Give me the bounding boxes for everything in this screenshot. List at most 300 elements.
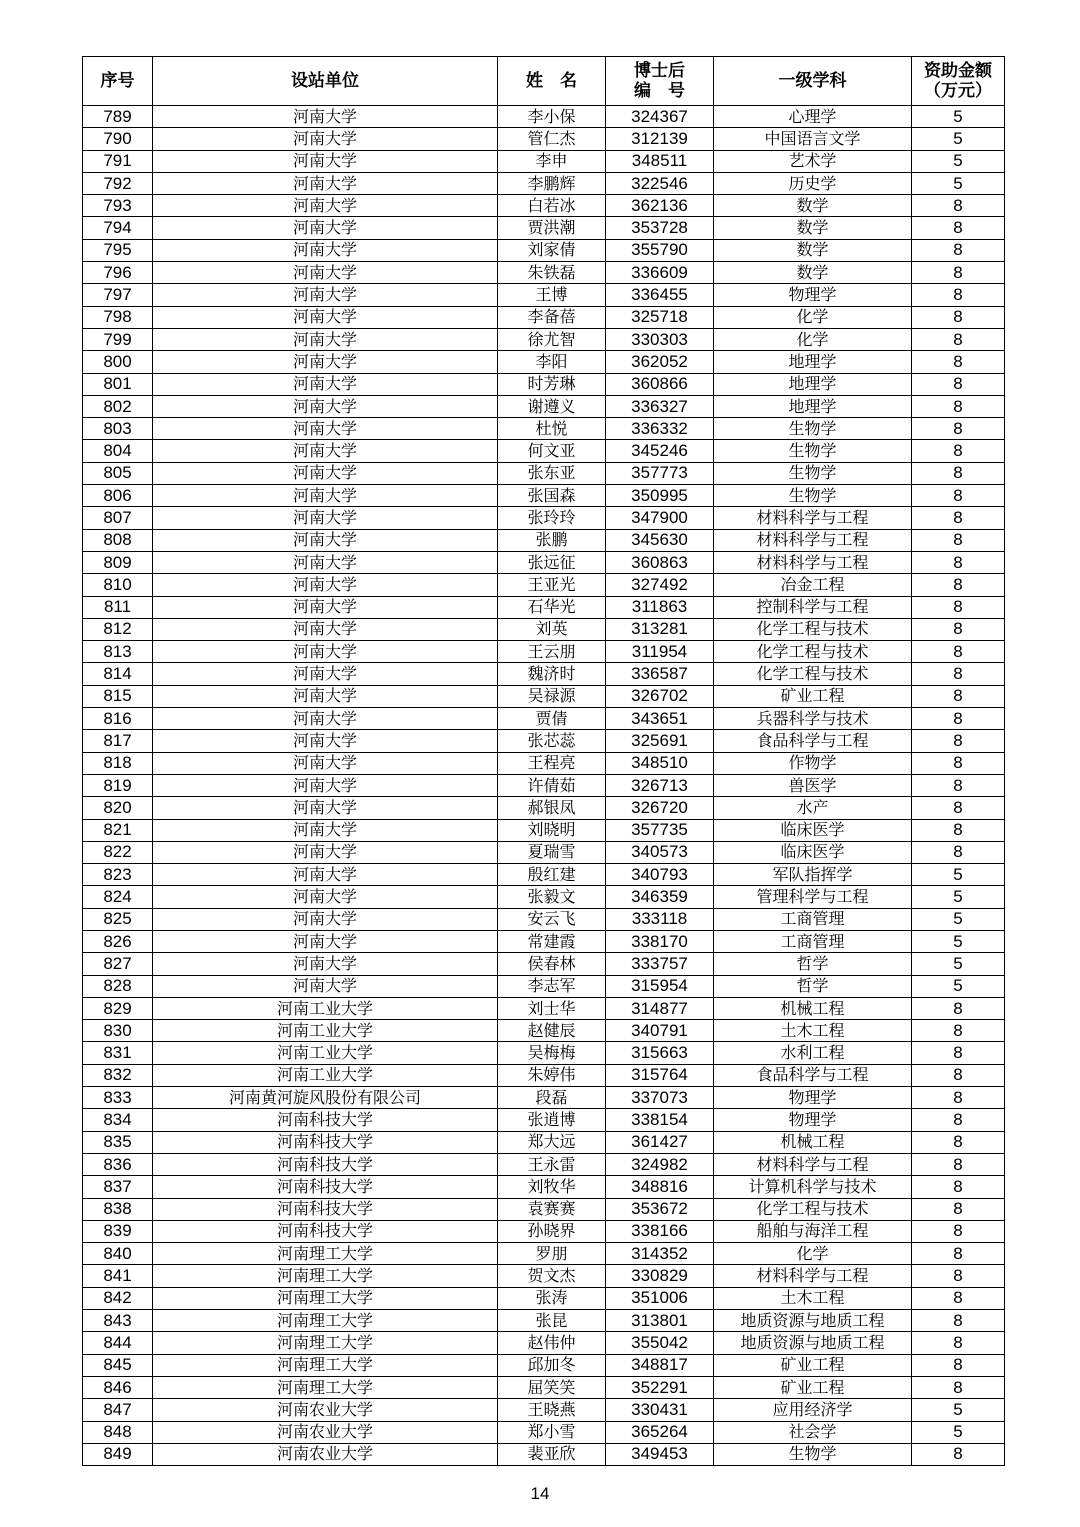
cell-unit: 河南大学 [153,395,498,417]
cell-id: 347900 [606,507,714,529]
table-row [83,1265,1005,1287]
cell-name: 石华光 [498,596,606,618]
table-row [83,1087,1005,1109]
cell-name: 许倩茹 [498,774,606,796]
cell-seq: 847 [83,1399,153,1421]
header-amount-line2: （万元） [924,81,992,101]
cell-seq: 797 [83,284,153,306]
table-row [83,551,1005,573]
cell-unit: 河南大学 [153,284,498,306]
cell-unit: 河南工业大学 [153,997,498,1019]
cell-amount: 5 [912,106,1005,128]
cell-name: 裴亚欣 [498,1443,606,1465]
cell-seq: 849 [83,1443,153,1465]
cell-amount: 8 [912,1198,1005,1220]
table-row [83,841,1005,863]
cell-id: 362052 [606,351,714,373]
cell-name: 刘英 [498,618,606,640]
cell-seq: 799 [83,328,153,350]
cell-amount: 8 [912,262,1005,284]
cell-id: 326720 [606,797,714,819]
cell-name: 王程亮 [498,752,606,774]
cell-id: 326713 [606,774,714,796]
table-row [83,507,1005,529]
cell-name: 张涛 [498,1287,606,1309]
cell-name: 张逍博 [498,1109,606,1131]
cell-subject: 矿业工程 [714,685,912,707]
cell-name: 李鹏辉 [498,172,606,194]
cell-amount: 8 [912,774,1005,796]
cell-subject: 计算机科学与技术 [714,1176,912,1198]
cell-amount: 8 [912,239,1005,261]
cell-id: 330303 [606,328,714,350]
cell-seq: 822 [83,841,153,863]
cell-id: 345630 [606,529,714,551]
cell-seq: 836 [83,1153,153,1175]
cell-id: 322546 [606,172,714,194]
cell-name: 贺文杰 [498,1265,606,1287]
table-row [83,1310,1005,1332]
cell-name: 何文亚 [498,440,606,462]
cell-subject: 数学 [714,239,912,261]
cell-amount: 8 [912,1332,1005,1354]
cell-name: 侯春林 [498,953,606,975]
table-row [83,351,1005,373]
cell-amount: 8 [912,418,1005,440]
cell-unit: 河南大学 [153,685,498,707]
cell-subject: 生物学 [714,440,912,462]
cell-subject: 材料科学与工程 [714,1265,912,1287]
table-row [83,663,1005,685]
cell-amount: 8 [912,1087,1005,1109]
table-row [83,1443,1005,1465]
header-id-line1: 博士后 [634,61,685,81]
cell-subject: 社会学 [714,1421,912,1443]
cell-name: 杜悦 [498,418,606,440]
cell-seq: 828 [83,975,153,997]
cell-amount: 8 [912,1153,1005,1175]
table-row [83,150,1005,172]
cell-id: 336609 [606,262,714,284]
cell-seq: 843 [83,1310,153,1332]
cell-name: 李阳 [498,351,606,373]
cell-id: 348510 [606,752,714,774]
cell-subject: 材料科学与工程 [714,529,912,551]
cell-id: 360866 [606,373,714,395]
cell-seq: 791 [83,150,153,172]
cell-subject: 冶金工程 [714,574,912,596]
cell-unit: 河南大学 [153,886,498,908]
cell-id: 353728 [606,217,714,239]
cell-seq: 819 [83,774,153,796]
cell-name: 王云朋 [498,641,606,663]
table-row [83,708,1005,730]
page-number: 14 [530,1484,550,1503]
cell-amount: 5 [912,1399,1005,1421]
cell-id: 325691 [606,730,714,752]
cell-unit: 河南大学 [153,418,498,440]
cell-amount: 8 [912,997,1005,1019]
table-row [83,239,1005,261]
cell-seq: 848 [83,1421,153,1443]
cell-seq: 793 [83,195,153,217]
cell-unit: 河南理工大学 [153,1376,498,1398]
cell-id: 312139 [606,128,714,150]
cell-unit: 河南科技大学 [153,1198,498,1220]
cell-seq: 795 [83,239,153,261]
cell-id: 336587 [606,663,714,685]
cell-seq: 845 [83,1354,153,1376]
cell-name: 贾洪潮 [498,217,606,239]
table-row [83,1198,1005,1220]
cell-id: 340573 [606,841,714,863]
cell-subject: 土木工程 [714,1287,912,1309]
cell-seq: 805 [83,462,153,484]
table-row [83,641,1005,663]
cell-id: 314352 [606,1243,714,1265]
cell-id: 313801 [606,1310,714,1332]
table-row [83,1220,1005,1242]
cell-id: 315764 [606,1064,714,1086]
cell-name: 李申 [498,150,606,172]
cell-name: 白若冰 [498,195,606,217]
cell-amount: 8 [912,1220,1005,1242]
funding-table [82,56,1005,1466]
cell-amount: 8 [912,395,1005,417]
cell-unit: 河南大学 [153,730,498,752]
cell-name: 贾倩 [498,708,606,730]
table-row [83,752,1005,774]
cell-amount: 5 [912,908,1005,930]
cell-subject: 材料科学与工程 [714,1153,912,1175]
cell-amount: 8 [912,1265,1005,1287]
cell-unit: 河南工业大学 [153,1020,498,1042]
cell-name: 张远征 [498,551,606,573]
cell-amount: 8 [912,351,1005,373]
cell-unit: 河南理工大学 [153,1354,498,1376]
cell-id: 311954 [606,641,714,663]
cell-seq: 829 [83,997,153,1019]
cell-subject: 化学工程与技术 [714,641,912,663]
header-unit: 设站单位 [153,57,498,106]
cell-name: 刘晓明 [498,819,606,841]
cell-subject: 生物学 [714,418,912,440]
cell-seq: 838 [83,1198,153,1220]
cell-name: 张东亚 [498,462,606,484]
cell-name: 张玲玲 [498,507,606,529]
cell-name: 赵健辰 [498,1020,606,1042]
cell-id: 315663 [606,1042,714,1064]
cell-amount: 8 [912,1287,1005,1309]
cell-amount: 8 [912,752,1005,774]
cell-name: 管仁杰 [498,128,606,150]
cell-subject: 食品科学与工程 [714,730,912,752]
cell-seq: 835 [83,1131,153,1153]
cell-subject: 矿业工程 [714,1376,912,1398]
cell-seq: 800 [83,351,153,373]
cell-unit: 河南大学 [153,462,498,484]
cell-name: 朱婷伟 [498,1064,606,1086]
cell-amount: 8 [912,1176,1005,1198]
cell-id: 314877 [606,997,714,1019]
cell-id: 336327 [606,395,714,417]
cell-amount: 8 [912,328,1005,350]
cell-subject: 化学 [714,328,912,350]
cell-id: 327492 [606,574,714,596]
cell-amount: 8 [912,195,1005,217]
cell-unit: 河南大学 [153,641,498,663]
cell-subject: 数学 [714,217,912,239]
cell-name: 郑小雪 [498,1421,606,1443]
cell-seq: 823 [83,864,153,886]
cell-seq: 810 [83,574,153,596]
cell-seq: 821 [83,819,153,841]
table-row [83,1131,1005,1153]
cell-name: 王博 [498,284,606,306]
cell-unit: 河南大学 [153,774,498,796]
cell-unit: 河南大学 [153,172,498,194]
cell-subject: 机械工程 [714,997,912,1019]
cell-seq: 830 [83,1020,153,1042]
cell-id: 352291 [606,1376,714,1398]
cell-amount: 8 [912,1042,1005,1064]
cell-subject: 作物学 [714,752,912,774]
cell-id: 337073 [606,1087,714,1109]
cell-name: 屈笑笑 [498,1376,606,1398]
cell-id: 362136 [606,195,714,217]
cell-subject: 地质资源与地质工程 [714,1310,912,1332]
header-id-line2: 编 号 [634,81,685,101]
cell-amount: 8 [912,1310,1005,1332]
cell-subject: 地理学 [714,395,912,417]
cell-amount: 5 [912,886,1005,908]
cell-unit: 河南大学 [153,618,498,640]
table-row [83,864,1005,886]
cell-subject: 机械工程 [714,1131,912,1153]
cell-amount: 8 [912,1376,1005,1398]
cell-subject: 控制科学与工程 [714,596,912,618]
header-name: 姓 名 [498,57,606,106]
cell-subject: 生物学 [714,1443,912,1465]
cell-amount: 5 [912,975,1005,997]
cell-id: 324367 [606,106,714,128]
table-row [83,975,1005,997]
cell-amount: 8 [912,641,1005,663]
cell-seq: 806 [83,485,153,507]
cell-name: 夏瑞雪 [498,841,606,863]
cell-seq: 832 [83,1064,153,1086]
cell-unit: 河南大学 [153,239,498,261]
cell-id: 348511 [606,150,714,172]
cell-id: 343651 [606,708,714,730]
cell-seq: 837 [83,1176,153,1198]
cell-unit: 河南大学 [153,150,498,172]
cell-name: 郑大远 [498,1131,606,1153]
cell-amount: 8 [912,1131,1005,1153]
cell-unit: 河南大学 [153,195,498,217]
cell-unit: 河南科技大学 [153,1220,498,1242]
cell-unit: 河南理工大学 [153,1310,498,1332]
cell-subject: 工商管理 [714,930,912,952]
cell-subject: 中国语言文学 [714,128,912,150]
cell-amount: 5 [912,172,1005,194]
header-subject: 一级学科 [714,57,912,106]
cell-name: 徐尤智 [498,328,606,350]
cell-amount: 8 [912,618,1005,640]
table-row [83,1109,1005,1131]
cell-seq: 840 [83,1243,153,1265]
cell-subject: 化学工程与技术 [714,663,912,685]
header-seq: 序号 [83,57,153,106]
cell-amount: 8 [912,217,1005,239]
cell-subject: 化学 [714,1243,912,1265]
cell-subject: 历史学 [714,172,912,194]
cell-seq: 818 [83,752,153,774]
table-row [83,284,1005,306]
cell-unit: 河南大学 [153,440,498,462]
cell-subject: 船舶与海洋工程 [714,1220,912,1242]
cell-seq: 802 [83,395,153,417]
cell-unit: 河南大学 [153,975,498,997]
table-row [83,596,1005,618]
cell-id: 311863 [606,596,714,618]
cell-name: 安云飞 [498,908,606,930]
cell-subject: 食品科学与工程 [714,1064,912,1086]
cell-amount: 8 [912,1243,1005,1265]
cell-subject: 兵器科学与技术 [714,708,912,730]
cell-subject: 地理学 [714,373,912,395]
cell-name: 王永雷 [498,1153,606,1175]
cell-amount: 8 [912,485,1005,507]
table-row [83,574,1005,596]
table-row [83,1354,1005,1376]
cell-seq: 809 [83,551,153,573]
cell-amount: 8 [912,1020,1005,1042]
cell-unit: 河南大学 [153,864,498,886]
cell-id: 336455 [606,284,714,306]
table-row [83,1399,1005,1421]
cell-amount: 8 [912,797,1005,819]
cell-unit: 河南大学 [153,106,498,128]
cell-unit: 河南大学 [153,373,498,395]
cell-id: 326702 [606,685,714,707]
cell-unit: 河南科技大学 [153,1109,498,1131]
cell-unit: 河南大学 [153,328,498,350]
cell-amount: 5 [912,864,1005,886]
cell-seq: 842 [83,1287,153,1309]
cell-subject: 临床医学 [714,819,912,841]
cell-subject: 材料科学与工程 [714,507,912,529]
cell-unit: 河南大学 [153,663,498,685]
cell-amount: 5 [912,1421,1005,1443]
header-amount [912,57,1005,106]
cell-unit: 河南科技大学 [153,1131,498,1153]
cell-subject: 生物学 [714,485,912,507]
cell-seq: 827 [83,953,153,975]
table-row [83,128,1005,150]
table-row [83,440,1005,462]
table-row [83,306,1005,328]
cell-unit: 河南大学 [153,485,498,507]
cell-id: 360863 [606,551,714,573]
cell-name: 赵伟仲 [498,1332,606,1354]
cell-name: 殷红建 [498,864,606,886]
cell-id: 333118 [606,908,714,930]
table-row [83,730,1005,752]
cell-seq: 803 [83,418,153,440]
table-row [83,953,1005,975]
cell-name: 张鹏 [498,529,606,551]
cell-seq: 801 [83,373,153,395]
cell-seq: 833 [83,1087,153,1109]
cell-name: 张昆 [498,1310,606,1332]
table-header-row [83,57,1005,106]
cell-id: 357735 [606,819,714,841]
cell-seq: 813 [83,641,153,663]
cell-id: 349453 [606,1443,714,1465]
cell-subject: 管理科学与工程 [714,886,912,908]
table-row [83,395,1005,417]
cell-amount: 8 [912,529,1005,551]
cell-id: 353672 [606,1198,714,1220]
cell-unit: 河南科技大学 [153,1153,498,1175]
cell-unit: 河南大学 [153,551,498,573]
table-row [83,685,1005,707]
cell-subject: 数学 [714,262,912,284]
cell-subject: 哲学 [714,953,912,975]
header-amount-line1: 资助金额 [924,61,992,81]
table-body [83,106,1005,1466]
cell-unit: 河南大学 [153,529,498,551]
cell-unit: 河南农业大学 [153,1443,498,1465]
cell-id: 351006 [606,1287,714,1309]
cell-subject: 化学 [714,306,912,328]
cell-id: 365264 [606,1421,714,1443]
cell-unit: 河南大学 [153,351,498,373]
cell-amount: 8 [912,462,1005,484]
cell-name: 李备蓓 [498,306,606,328]
cell-unit: 河南黄河旋风股份有限公司 [153,1087,498,1109]
cell-name: 吴禄源 [498,685,606,707]
cell-subject: 化学工程与技术 [714,618,912,640]
cell-seq: 820 [83,797,153,819]
cell-amount: 8 [912,440,1005,462]
cell-unit: 河南大学 [153,841,498,863]
cell-subject: 地质资源与地质工程 [714,1332,912,1354]
cell-seq: 841 [83,1265,153,1287]
cell-amount: 8 [912,284,1005,306]
table-row [83,485,1005,507]
cell-name: 刘牧华 [498,1176,606,1198]
cell-subject: 应用经济学 [714,1399,912,1421]
cell-subject: 临床医学 [714,841,912,863]
cell-seq: 812 [83,618,153,640]
cell-subject: 哲学 [714,975,912,997]
cell-id: 348816 [606,1176,714,1198]
table-row [83,618,1005,640]
cell-seq: 811 [83,596,153,618]
cell-seq: 824 [83,886,153,908]
cell-unit: 河南大学 [153,797,498,819]
table-row [83,172,1005,194]
cell-name: 孙晓界 [498,1220,606,1242]
cell-seq: 816 [83,708,153,730]
cell-unit: 河南大学 [153,953,498,975]
table-row [83,1064,1005,1086]
cell-seq: 790 [83,128,153,150]
cell-unit: 河南大学 [153,930,498,952]
cell-unit: 河南大学 [153,507,498,529]
